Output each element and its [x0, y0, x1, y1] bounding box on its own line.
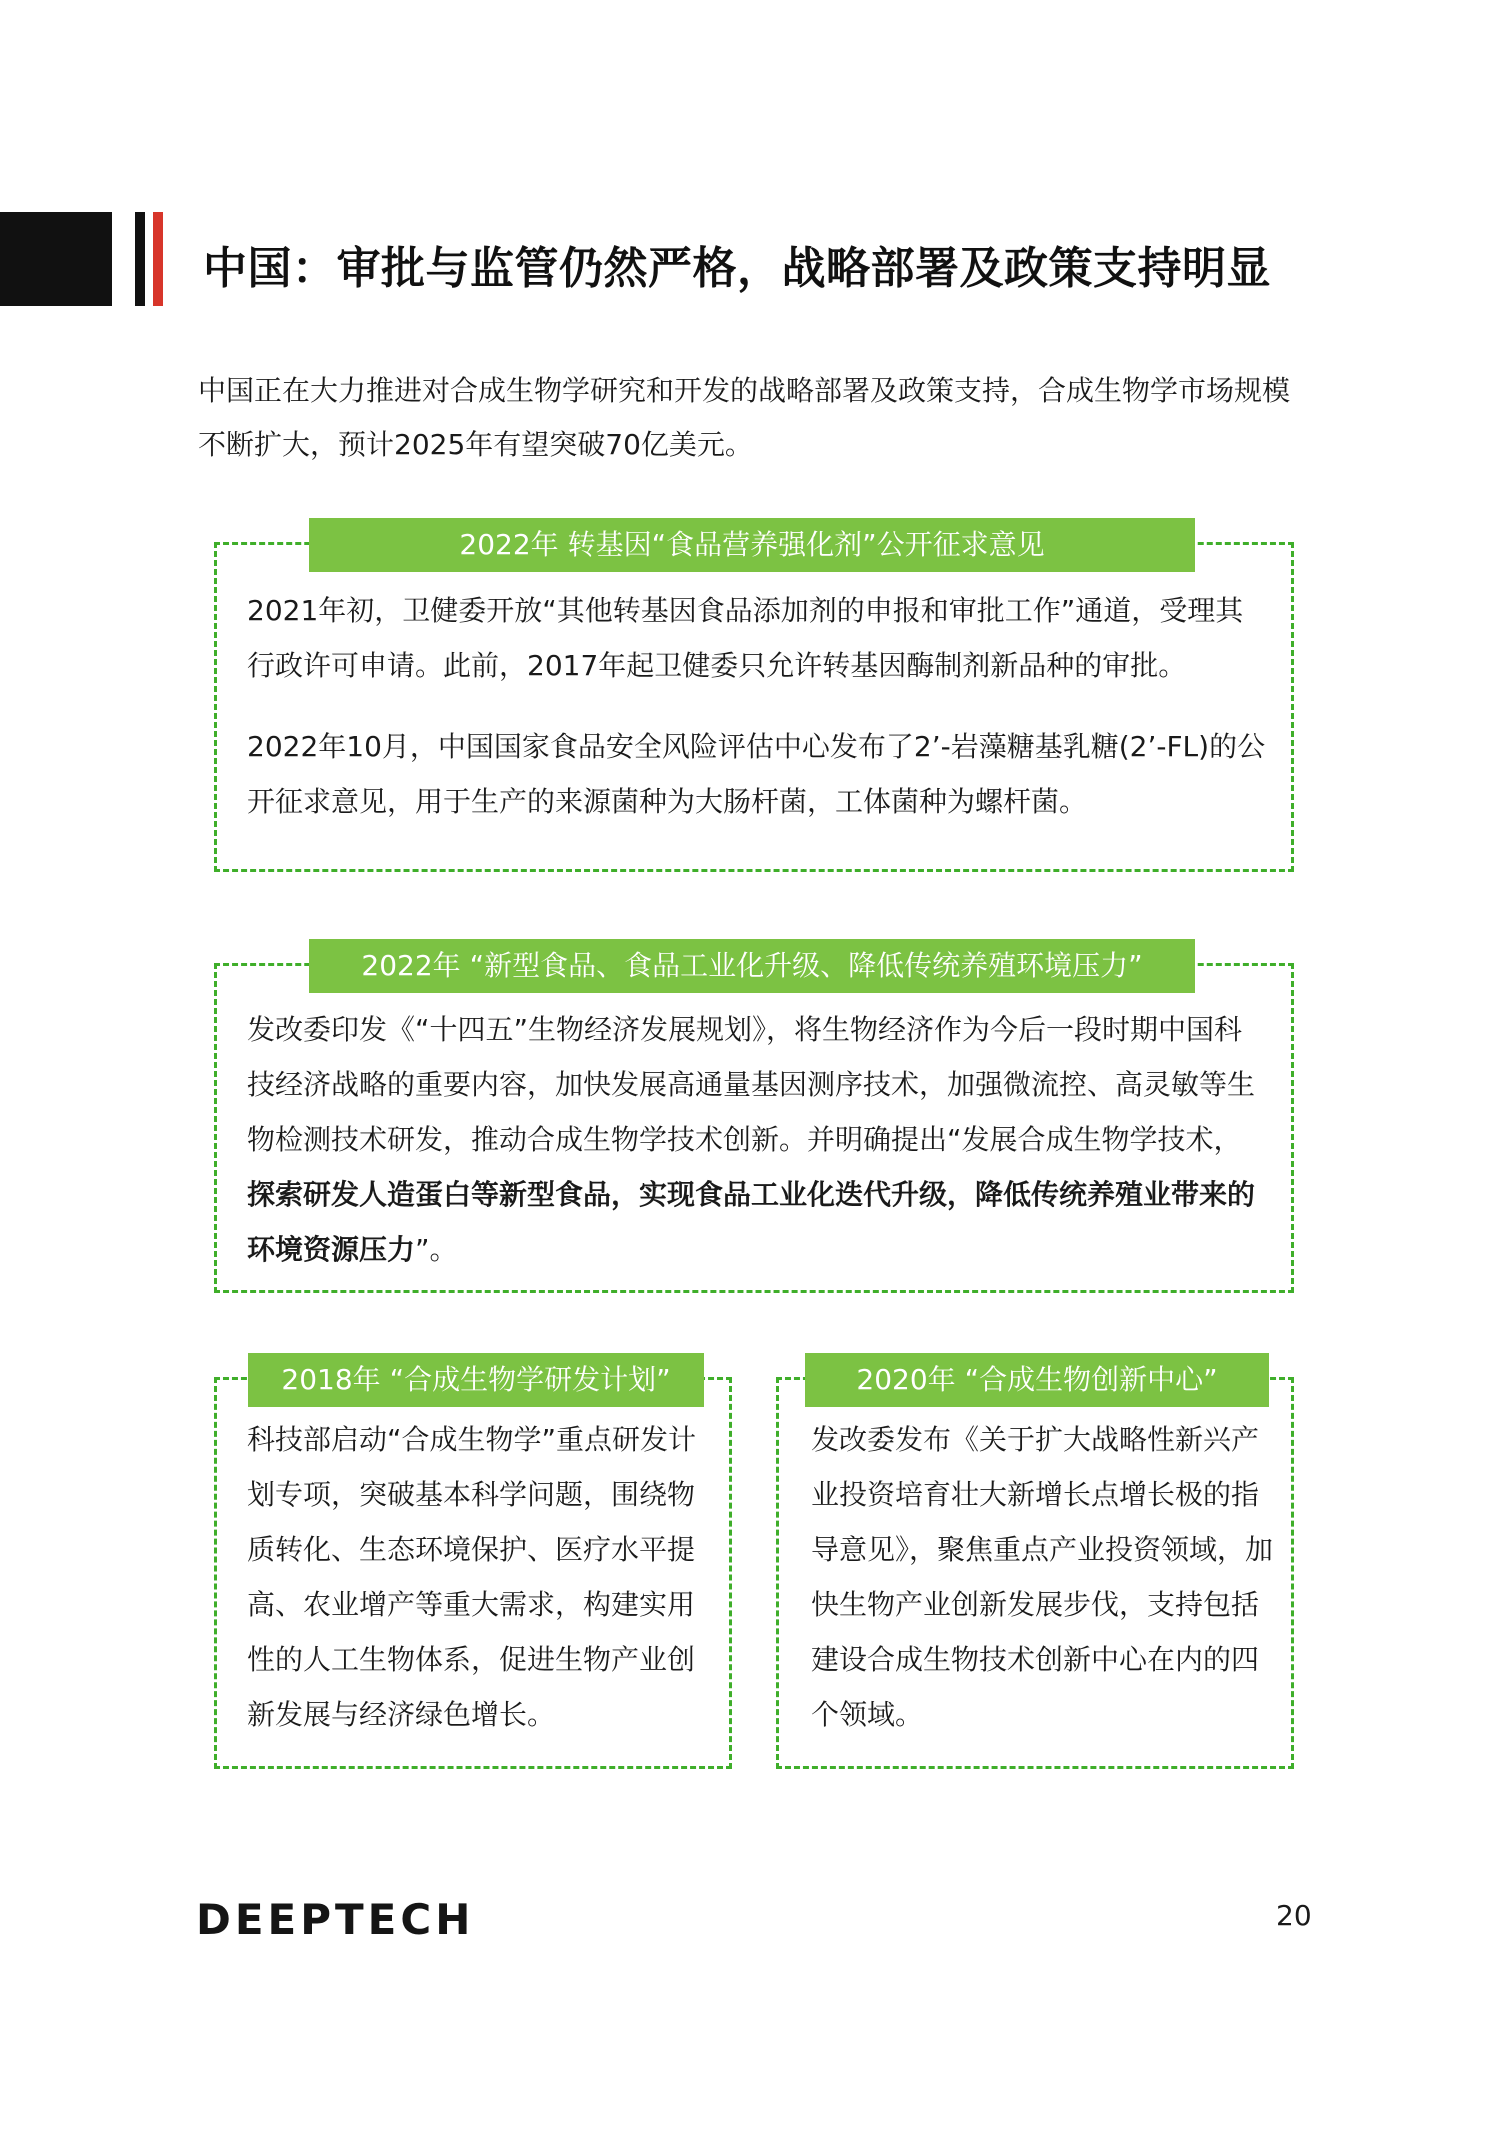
policy-label: 2022年 “新型食品、食品工业化升级、降低传统养殖环境压力”: [309, 939, 1195, 993]
header-black-bar: [135, 212, 145, 306]
policy-box-2022-bioeconomy: [214, 949, 1294, 1293]
policy-box-2020-innovation-center: [776, 1363, 1294, 1769]
policy-text: 发改委印发《“十四五”生物经济发展规划》，将生物经济作为今后一段时期中国科技经济战略的重要内容，加快发展高通量基因测序技术，加强微流控、高灵敏等生物检测技术研发，推动合成生物学技术创新。并明确提出“发展合成生物学技术，: [247, 1013, 1256, 1156]
intro-paragraph: 中国正在大力推进对合成生物学研究和开发的战略部署及政策支持，合成生物学市场规模不断扩大，预计2025年有望突破70亿美元。: [198, 374, 1291, 461]
policy-text-bold: 探索研发人造蛋白等新型食品，实现食品工业化迭代升级，降低传统养殖业带来的环境资源压力: [247, 1178, 1256, 1266]
deeptech-logo: DEEPTECH: [196, 1895, 475, 1944]
policy-text-end: ”。: [415, 1233, 458, 1266]
policy-box-2022-gm-food: [214, 528, 1294, 872]
policy-paragraph-1: 2021年初，卫健委开放“其他转基因食品添加剂的申报和审批工作”通道，受理其行政许可申请。此前，2017年起卫健委只允许转基因酶制剂新品种的审批。: [247, 594, 1244, 682]
policy-paragraph: [247, 1002, 1267, 1277]
policy-label: 2020年 “合成生物创新中心”: [805, 1353, 1269, 1407]
policy-paragraph: 科技部启动“合成生物学”重点研发计划专项，突破基本科学问题，围绕物质转化、生态环境保护、医疗水平提高、农业增产等重大需求，构建实用性的人工生物体系，促进生物产业创新发展与经济绿色增长。: [247, 1423, 697, 1731]
header-black-block: [0, 212, 112, 306]
policy-label: 2018年 “合成生物学研发计划”: [248, 1353, 704, 1407]
policy-label: 2022年 转基因“食品营养强化剂”公开征求意见: [309, 518, 1195, 572]
page-number: 20: [1276, 1899, 1312, 1932]
policy-paragraph: 发改委发布《关于扩大战略性新兴产业投资培育壮大新增长点增长极的指导意见》，聚焦重点产业投资领域，加快生物产业创新发展步伐，支持包括建设合成生物技术创新中心在内的四个领域。: [811, 1423, 1274, 1731]
header-red-bar: [153, 212, 163, 306]
page-title: 中国：审批与监管仍然严格，战略部署及政策支持明显: [203, 243, 1271, 294]
policy-paragraph-2: 2022年10月，中国国家食品安全风险评估中心发布了2’-岩藻糖基乳糖(2’-FL)的公开征求意见，用于生产的来源菌种为大肠杆菌，工体菌种为螺杆菌。: [247, 730, 1266, 818]
policy-box-2018-research-plan: [214, 1363, 732, 1769]
